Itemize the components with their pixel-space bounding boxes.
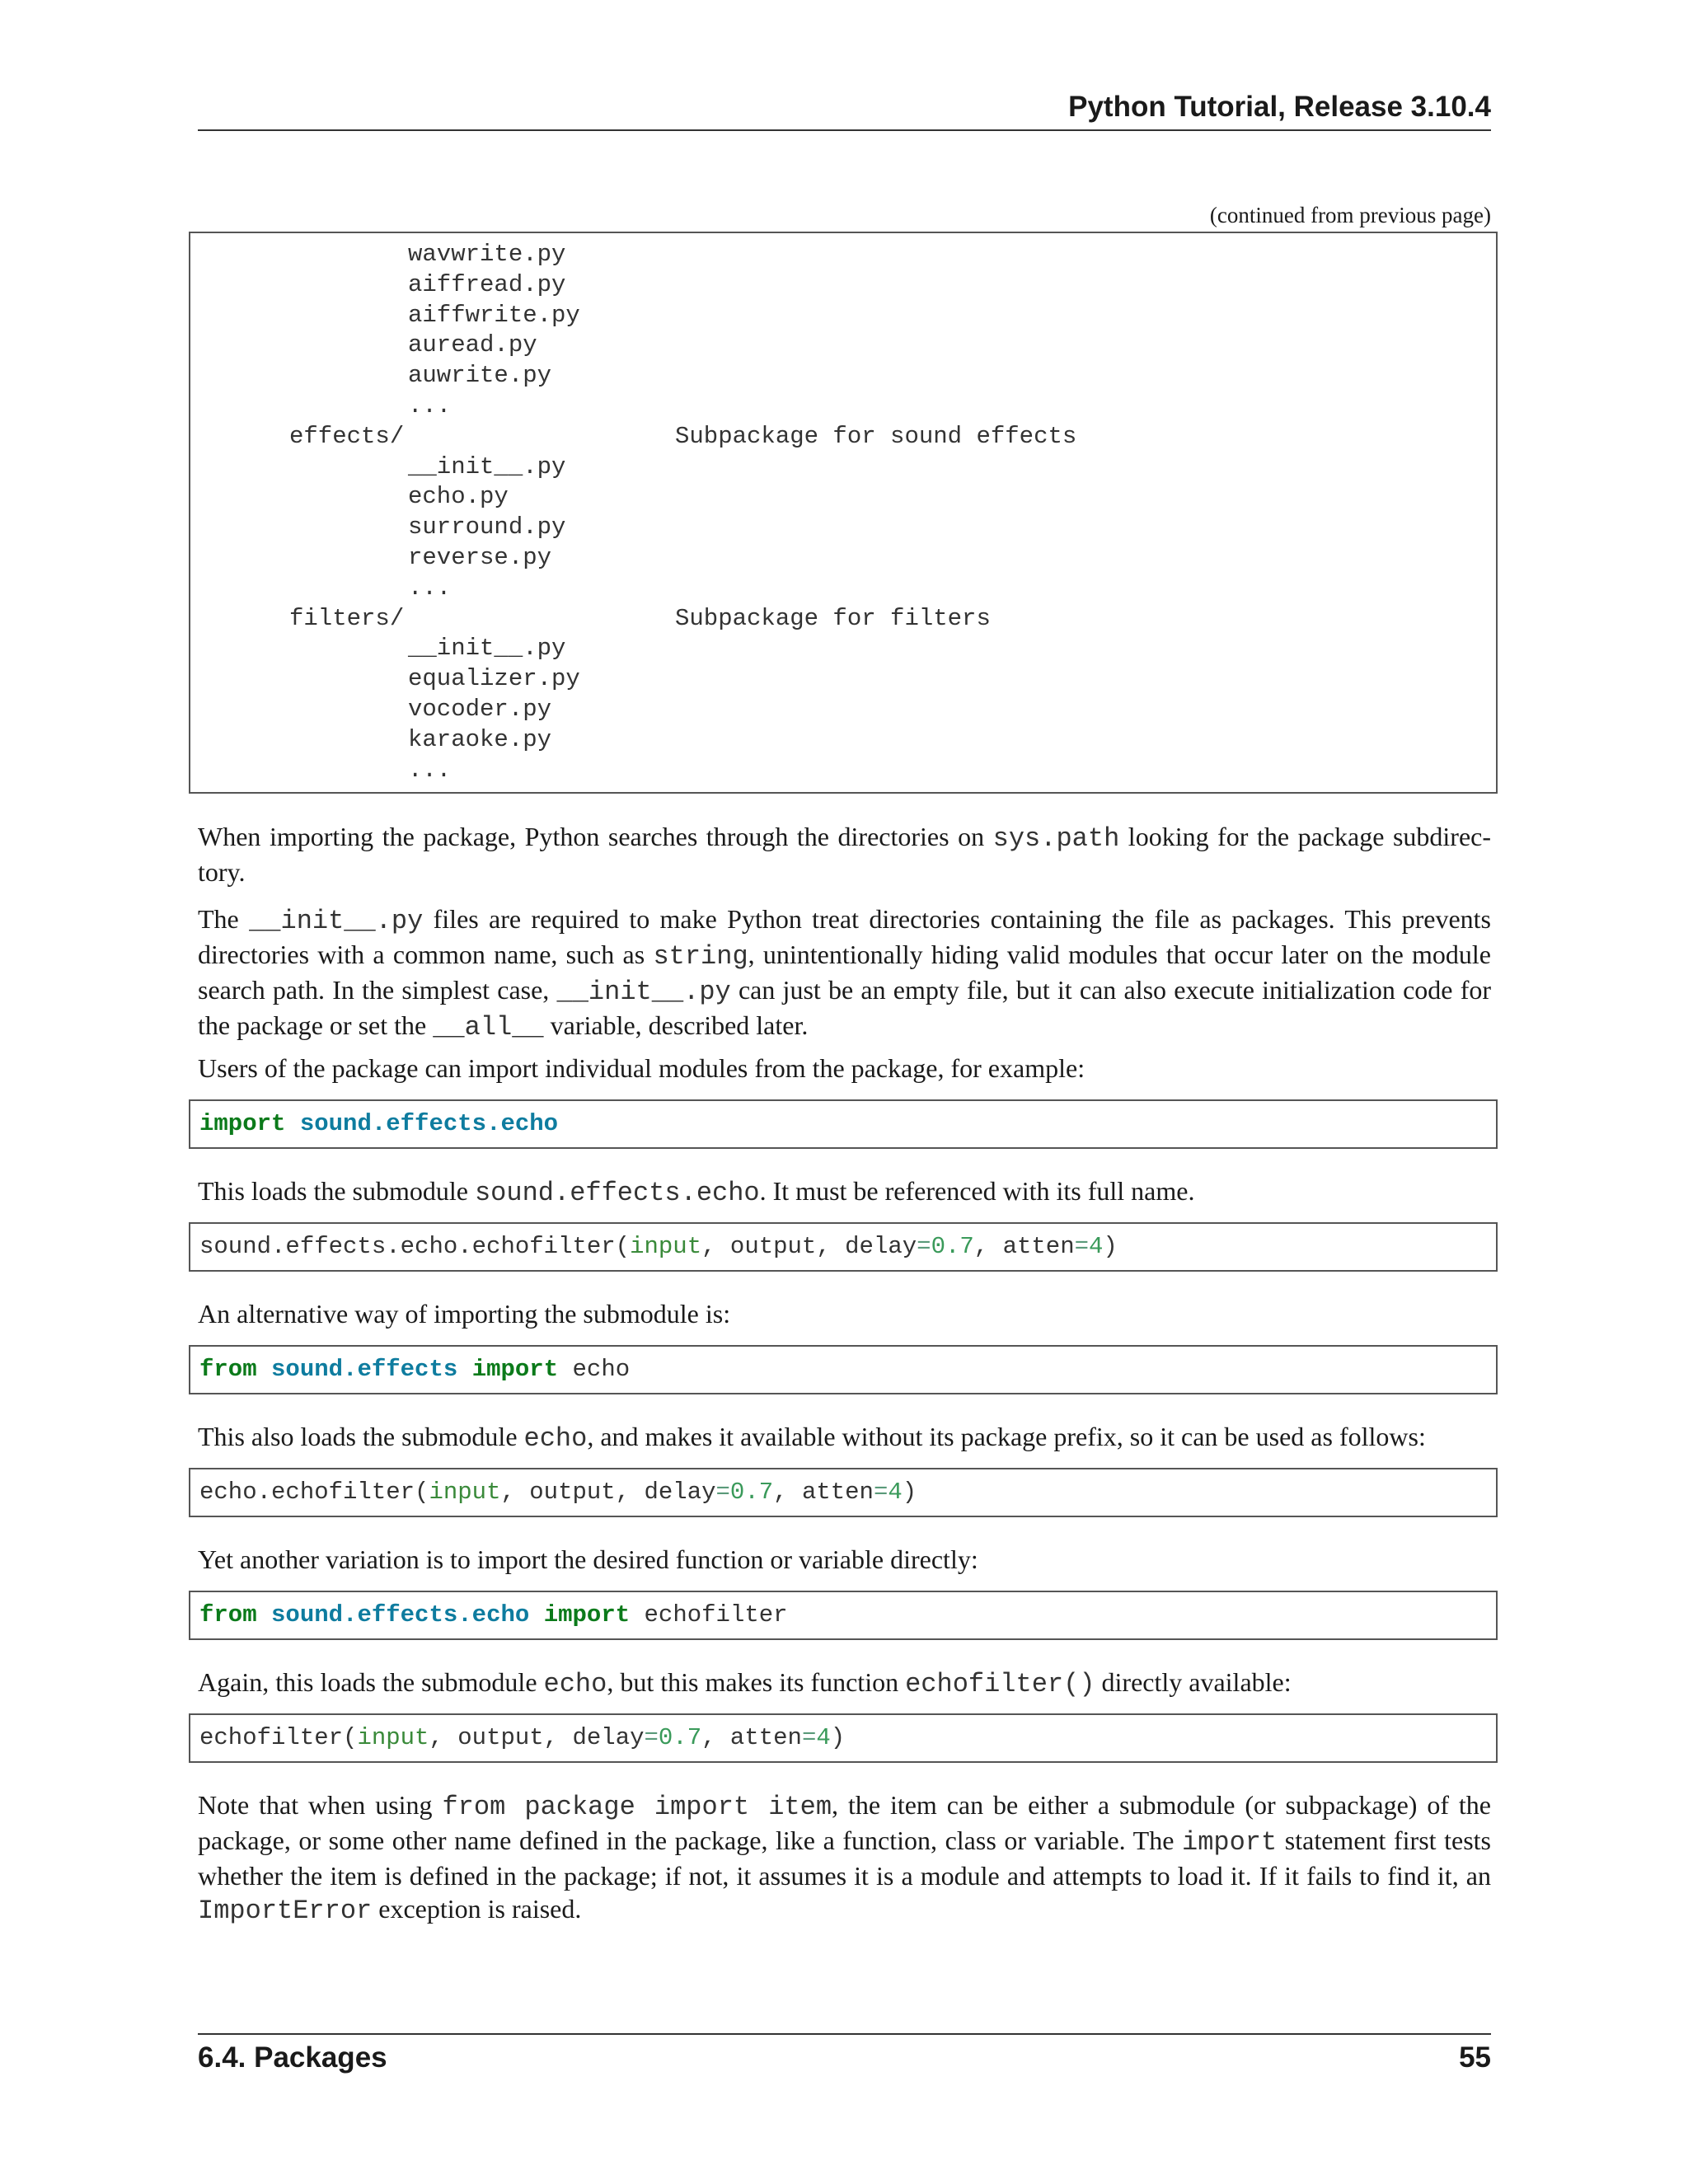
tree-entry: ... <box>408 392 452 419</box>
paragraph-variation: Yet another variation is to import the desired function or variable directly: <box>198 1544 978 1574</box>
page-number: 55 <box>1459 2041 1491 2074</box>
tree-entry: ... <box>408 756 452 784</box>
code-from-import-echofilter: from sound.effects.echo import echofilter <box>189 1591 1498 1640</box>
tree-entry: karaoke.py <box>408 725 552 753</box>
tree-entry: effects/ <box>289 422 405 450</box>
tree-entry: equalizer.py <box>408 665 580 693</box>
tree-entry: vocoder.py <box>408 696 552 723</box>
tree-comment: Subpackage for filters <box>675 604 991 632</box>
tree-entry: __init__.py <box>408 635 566 663</box>
tree-entry: wavwrite.py <box>408 241 566 268</box>
paragraph-init-py: The __init__.py files are required to make Python treat directories containing the file as packages. This prevents directories with a common name, such as string, unintentionally hiding valid modules that occur later on the module search path. In the simplest case, __init__.py can just be an empty file, but it can also execute initialization code for the package or set the __all__ variable, described later. <box>198 904 1492 1043</box>
paragraph-again: Again, this loads the submodule echo, but this makes its function echofilter() directly available: <box>198 1667 1292 1699</box>
package-tree-code-block <box>189 232 1498 794</box>
code-echo-call: echo.echofilter(input, output, delay=0.7, atten=4) <box>189 1468 1498 1517</box>
tree-entry: auwrite.py <box>408 362 552 390</box>
tree-entry: filters/ <box>289 604 405 632</box>
paragraph-note: Note that when using from package import item, the item can be either a submodule (or subpackage) of the package, or some other name defined in the package, like a function, class or variable. The import statement first tests whether the item is defined in the package; if not, it assumes it is a module and attempts to load it. If it fails to find it, an ImportError exception is raised. <box>198 1790 1492 1926</box>
continued-label: (continued from previous page) <box>1209 203 1491 227</box>
code-import-echo: import sound.effects.echo <box>189 1099 1498 1149</box>
footer-section-title: 6.4. Packages <box>198 2041 387 2074</box>
tree-entry: ... <box>408 574 452 602</box>
code-echofilter-call: echofilter(input, output, delay=0.7, atten=4) <box>189 1713 1498 1763</box>
tree-entry: aiffwrite.py <box>408 301 580 329</box>
paragraph-import-individual: Users of the package can import individual modules from the package, for example: <box>198 1053 1085 1083</box>
tree-entry: aiffread.py <box>408 270 566 298</box>
code-from-import-echo: from sound.effects import echo <box>189 1345 1498 1394</box>
paragraph-no-prefix: This also loads the submodule echo, and makes it available without its package prefix, so it can be used as follows: <box>198 1422 1426 1454</box>
paragraph-sys-path: When importing the package, Python searches through the directories on sys.path looking for the package subdirec-tory. <box>198 822 1492 887</box>
tree-entry: surround.py <box>408 513 566 541</box>
tree-entry: auread.py <box>408 331 537 359</box>
paragraph-alternative: An alternative way of importing the submodule is: <box>198 1299 731 1329</box>
code-full-name-call: sound.effects.echo.echofilter(input, output, delay=0.7, atten=4) <box>189 1222 1498 1272</box>
tree-entry: echo.py <box>408 483 509 511</box>
tree-comment: Subpackage for sound effects <box>675 422 1077 450</box>
footer-rule <box>198 2033 1491 2035</box>
running-header: Python Tutorial, Release 3.10.4 <box>1068 91 1491 123</box>
paragraph-loads-submodule: This loads the submodule sound.effects.echo. It must be referenced with its full name. <box>198 1176 1195 1208</box>
tree-entry: reverse.py <box>408 544 552 571</box>
tree-entry: __init__.py <box>408 452 566 480</box>
header-rule <box>198 129 1491 131</box>
